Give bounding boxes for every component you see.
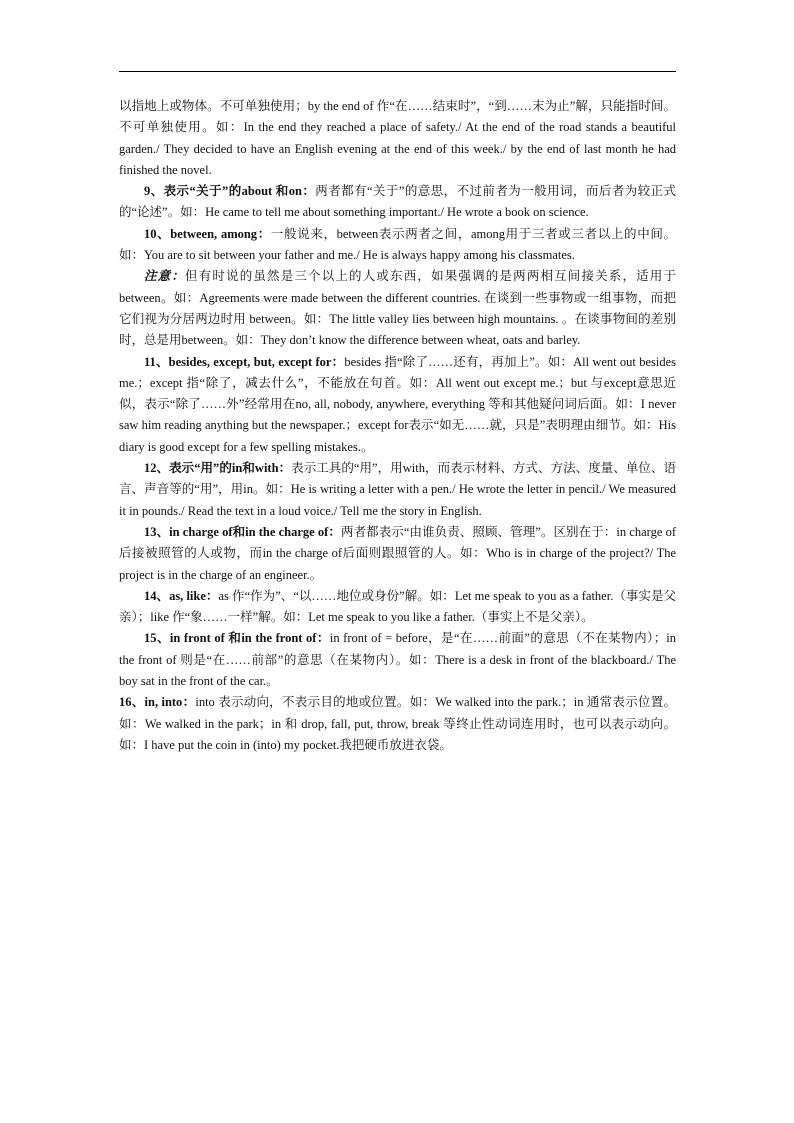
paragraph-text: 两者都有“关于”的意思，不过前者为一般用词，而后者为较正式的“论述”。如：He came to tell me about something important./ He wrote a book on science. — [119, 184, 676, 220]
section-heading: 15、in front of 和in the front of： — [144, 631, 330, 646]
section-heading: 9、表示“关于”的about 和on： — [144, 184, 316, 199]
paragraph-in-into — [119, 692, 676, 756]
paragraph-in-charge-of — [119, 522, 676, 586]
document-body — [119, 96, 676, 756]
paragraph-text: 但有时说的虽然是三个以上的人或东西，如果强调的是两两相互间接关系，适用于 between。如：Agreements were made between the different countries. 在谈到一些事物或一组事物，而把它们视为分居两边时用 between。如：The little valley lies between high mountains. 。在谈事物间的差别时，总是用between。如：They don’t know the difference between wheat, oats and barley. — [119, 269, 676, 348]
paragraph-about-on — [119, 181, 676, 224]
paragraph-text: besides 指“除了……还有，再加上”。如：All went out besides me.；except 指“除了，减去什么”，不能放在句首。如：All went out except me.；but 与except意思近似，表示“除了……外”经常用在no, all, nobody, anywhere, everything 等和其他疑问词后面。如：I never saw him reading anything but the newspaper.；except for表示“如无……就，只是”表明理由细节。如：His diary is good except for a few spelling mistakes.。 — [119, 354, 677, 454]
paragraph-text: as 作“作为”、“以……地位或身份”解。如：Let me speak to you as a father.（事实是父亲）；like 作“象……一样”解。如：Let me speak to you like a father.（事实上不是父亲）。 — [119, 588, 676, 625]
paragraph-text: in front of = before，是“在……前面”的意思（不在某物内）；in the front of 则是“在……前部”的意思（在某物内）。如：There is a desk in front of the blackboard./ The boy sat in the front of the car.。 — [119, 631, 676, 689]
note-label: 注意： — [144, 269, 186, 284]
header-rule — [119, 71, 676, 72]
paragraph-text: 以指地上或物体。不可单独使用；by the end of 作“在……结束时”，“到……末为止”解，只能指时间。不可单独使用。如：In the end they reached a place of safety./ At the end of the road stands a beautiful garden./ They decided to have an English evening at the end of this week./ by the end of last month he had finished the novel. — [119, 99, 676, 177]
section-heading: 12、表示“用”的in和with： — [144, 461, 292, 476]
paragraph-in-with — [119, 458, 676, 522]
section-heading: 16、in, into： — [119, 695, 196, 710]
paragraph-text: 一般说来，between表示两者之间，among用于三者或三者以上的中间。如：You are to sit between your father and me./ He is always happy among his classmates. — [119, 226, 676, 263]
section-heading: 11、besides, except, but, except for： — [144, 354, 345, 369]
section-heading: 13、in charge of和in the charge of： — [144, 524, 341, 539]
section-heading: 10、between, among： — [144, 226, 271, 241]
paragraph-in-front-of — [119, 628, 676, 692]
paragraph-as-like — [119, 586, 676, 629]
paragraph-text: into 表示动向，不表示目的地或位置。如：We walked into the park.；in 通常表示位置。如：We walked in the park；in 和 drop, fall, put, throw, break 等终止性动词连用时，也可以表示动向。如：I have put the coin in (into) my pocket.我把硬币放进衣袋。 — [119, 695, 677, 752]
paragraph-text: 两者都表示“由谁负责、照顾、管理”。区别在于：in charge of后接被照管的人或物，而in the charge of后面则跟照管的人。如：Who is in charge of the project?/ The project is in the charge of an engineer.。 — [119, 524, 676, 582]
paragraph-end-usage — [119, 96, 676, 181]
paragraph-text: 表示工具的“用”，用with，而表示材料、方式、方法、度量、单位、语言、声音等的“用”，用in。如：He is writing a letter with a pen./ He wrote the letter in pencil./ We measured it in pounds./ Read the text in a loud voice./ Tell me the story in English. — [119, 461, 676, 518]
paragraph-besides-except — [119, 352, 676, 458]
paragraph-between-among — [119, 224, 676, 267]
section-heading: 14、as, like： — [144, 588, 219, 603]
paragraph-note — [119, 266, 676, 351]
